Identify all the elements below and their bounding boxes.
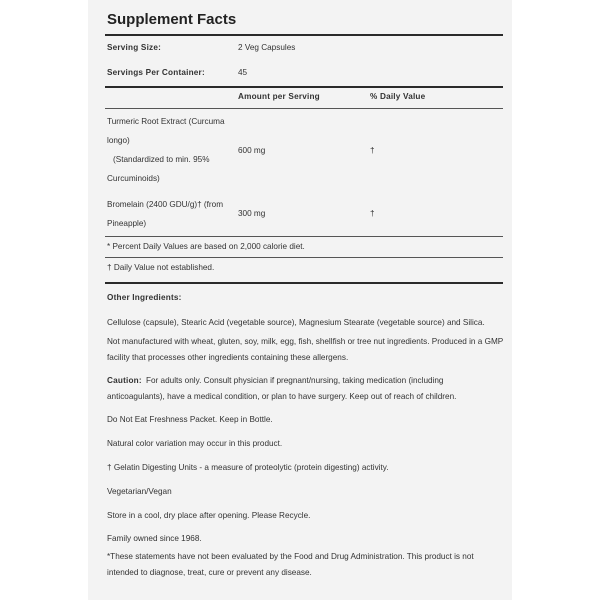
servings-per-container-value: 45 bbox=[238, 68, 248, 77]
allergen-text: facility that processes other ingredients containing these allergens. bbox=[107, 353, 349, 362]
serving-size-value: 2 Veg Capsules bbox=[238, 43, 296, 52]
ingredient-dv: † bbox=[370, 209, 375, 218]
note-text: Vegetarian/Vegan bbox=[107, 487, 172, 496]
caution-text: For adults only. Consult physician if pregnant/nursing, taking medication (including bbox=[146, 376, 444, 385]
caution-text: anticoagulants), have a medical condition, or plan to have surgery. Keep out of reach of children. bbox=[107, 392, 457, 401]
note-text: Do Not Eat Freshness Packet. Keep in Bottle. bbox=[107, 415, 273, 424]
divider bbox=[105, 282, 503, 284]
allergen-text: Not manufactured with wheat, gluten, soy, milk, egg, fish, shellfish or tree nut ingredients. Produced in a GMP bbox=[107, 337, 504, 346]
divider bbox=[105, 86, 503, 88]
ingredient-name: Bromelain (2400 GDU/g)† (from bbox=[107, 200, 224, 209]
ingredient-name: Pineapple) bbox=[107, 219, 147, 228]
note-text: Natural color variation may occur in this product. bbox=[107, 439, 283, 448]
note-text: Family owned since 1968. bbox=[107, 534, 202, 543]
note-text: Store in a cool, dry place after opening. Please Recycle. bbox=[107, 511, 311, 520]
disclaimer-text: intended to diagnose, treat, cure or prevent any disease. bbox=[107, 568, 312, 577]
footnote: * Percent Daily Values are based on 2,000 calorie diet. bbox=[107, 242, 305, 251]
ingredient-name: Curcuminoids) bbox=[107, 174, 160, 183]
amount-header: Amount per Serving bbox=[238, 92, 320, 101]
divider bbox=[105, 257, 503, 258]
divider bbox=[105, 236, 503, 237]
page-title: Supplement Facts bbox=[107, 11, 237, 28]
disclaimer-text: *These statements have not been evaluated by the Food and Drug Administration. This product is not bbox=[107, 552, 474, 561]
ingredient-name: (Standardized to min. 95% bbox=[113, 155, 210, 164]
note-text: † Gelatin Digesting Units - a measure of proteolytic (protein digesting) activity. bbox=[107, 463, 389, 472]
ingredient-amount: 300 mg bbox=[238, 209, 266, 218]
ingredient-name: longo) bbox=[107, 136, 130, 145]
caution-label: Caution: bbox=[107, 376, 142, 385]
other-ingredients-text: Cellulose (capsule), Stearic Acid (vegetable source), Magnesium Stearate (vegetable source) and Silica. bbox=[107, 318, 485, 327]
servings-per-container-label: Servings Per Container: bbox=[107, 68, 205, 77]
ingredient-amount: 600 mg bbox=[238, 146, 266, 155]
footnote: † Daily Value not established. bbox=[107, 263, 215, 272]
ingredient-name: Turmeric Root Extract (Curcuma bbox=[107, 117, 225, 126]
other-ingredients-heading: Other Ingredients: bbox=[107, 293, 182, 302]
divider bbox=[105, 34, 503, 36]
serving-size-label: Serving Size: bbox=[107, 43, 162, 52]
daily-value-header: % Daily Value bbox=[370, 92, 426, 101]
divider bbox=[105, 108, 503, 109]
ingredient-dv: † bbox=[370, 146, 375, 155]
